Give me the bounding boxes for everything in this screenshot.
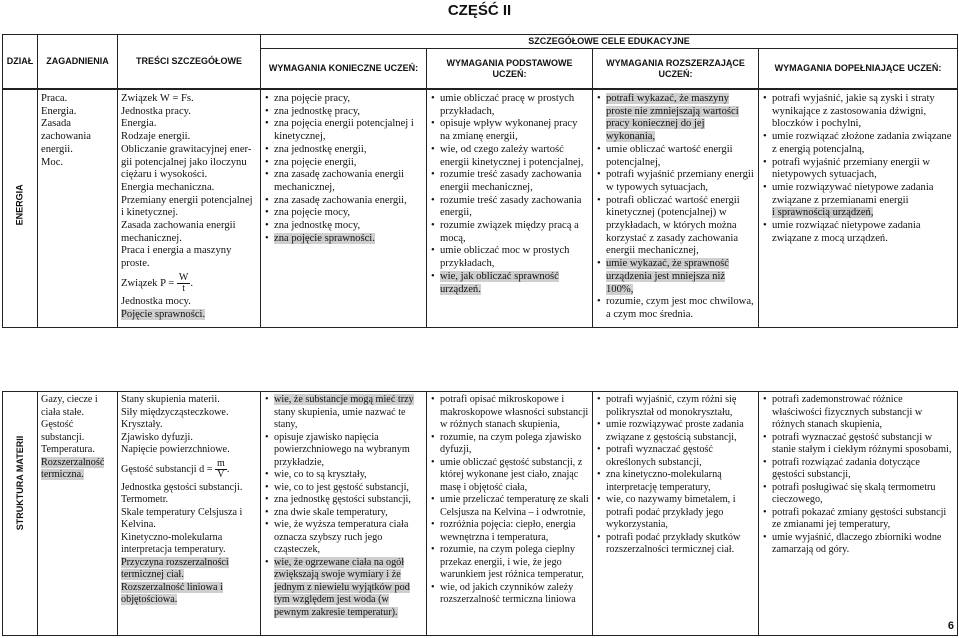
list-item: Obliczanie grawitacyjnej ener- bbox=[121, 143, 252, 155]
list-item: Przyczyna rozszerzalności termicznej ciał. bbox=[121, 556, 229, 580]
header-zagadnienia: ZAGADNIENIA bbox=[38, 35, 118, 89]
konieczne2-highlight-2: wie, że ogrzewane ciała na ogół zwiększają swoje wymiary i że jednym z niewielu wyjątków pod tym względem jest woda (w pewnym zakresie temperatur). bbox=[274, 556, 410, 618]
list-item: Napięcie powierzchniowe. bbox=[121, 444, 230, 455]
list-item: Termometr. bbox=[121, 494, 169, 505]
tresci-highlight: Pojęcie sprawności. bbox=[121, 308, 206, 320]
list-item: • potrafi pokazać zmiany gęstości substancji ze zmianami jej temperatury, bbox=[762, 507, 954, 532]
list-item: • umie rozwiązać złożone zadania związane z energią potencjalną, bbox=[762, 131, 954, 156]
section-label-struktura: STRUKTURA MATERII bbox=[3, 392, 38, 636]
list-item: mechanicznej. bbox=[121, 232, 182, 244]
list-item: proste. bbox=[121, 258, 150, 270]
dopelniajace-highlight: i sprawnością urządzeń, bbox=[772, 207, 874, 219]
list-item: Energia mechaniczna. bbox=[121, 181, 215, 193]
section-label-energia: ENERGIA bbox=[3, 90, 38, 328]
header-table bbox=[2, 34, 958, 89]
list-item: • zna pojęcie pracy, bbox=[264, 93, 423, 106]
list-item: • rozumie związek między pracą a mocą, bbox=[430, 220, 589, 245]
rozszerzajace2-list bbox=[596, 394, 755, 557]
rozszerzajace-highlight-1: potrafi wykazać, że maszyny proste nie zmniejszają wartości pracy koniecznej do jej wykonania, bbox=[606, 93, 739, 143]
list-item: • wie, od czego zależy wartość energii kinetycznej i potencjalnej, bbox=[430, 144, 589, 169]
list-item: Jednostka pracy. bbox=[121, 105, 191, 117]
list-item: • umie przeliczać temperaturę ze skali Celsjusza na Kelvina – i odwrotnie, bbox=[430, 494, 589, 519]
konieczne-cell bbox=[261, 90, 427, 328]
list-item: Rodzaje energii. bbox=[121, 131, 191, 143]
dopelniajace-list-b bbox=[762, 220, 954, 245]
rozszerzajace-cell bbox=[593, 90, 759, 328]
zagadnienia2-a: Gazy, ciecze i ciała stałe. bbox=[41, 394, 98, 418]
list-item: • zna kinetyczno-molekularną interpretację temperatury, bbox=[596, 469, 755, 494]
list-item: • umie rozwiązywać proste zadania związane z gęstością substancji, bbox=[596, 419, 755, 444]
list-item: • wie, co to jest gęstość substancji, bbox=[264, 482, 423, 495]
podstawowe-list bbox=[430, 93, 589, 271]
list-item: • potrafi posługiwać się skalą termometru cieczowego, bbox=[762, 482, 954, 507]
list-item: Związek W = Fs. bbox=[121, 93, 194, 104]
list-item: • umie obliczać gęstość substancji, z której wykonane jest ciało, znając masę i objętość ciała, bbox=[430, 457, 589, 495]
zagadnienia2-b: Gęstość substancji. bbox=[41, 419, 85, 443]
list-item: • umie obliczać pracę w prostych przykładach, bbox=[430, 93, 589, 118]
list-item: energii. bbox=[41, 143, 73, 155]
list-item: Jednostka gęstości substancji. bbox=[121, 481, 243, 493]
tresci2-after-list bbox=[121, 482, 257, 557]
list-item: zachowania bbox=[41, 131, 91, 143]
tresci-list bbox=[121, 93, 257, 271]
rozszerzajace-last: • rozumie, czym jest moc chwilowa, a czym moc średnia. bbox=[596, 296, 755, 321]
list-item: • wie, że wyższa temperatura ciała oznacza szybszy ruch jego cząsteczek, bbox=[264, 519, 423, 557]
list-item: Kryształy. bbox=[121, 419, 163, 430]
podstawowe2-list bbox=[430, 394, 589, 582]
konieczne-highlight: zna pojęcie sprawności. bbox=[274, 232, 375, 244]
list-item: Energia. bbox=[41, 105, 77, 117]
list-item: • potrafi zademonstrować różnice właściwości fizycznych substancji w różnych stanach skupienia, bbox=[762, 394, 954, 432]
podstawowe-highlight: wie, jak obliczać sprawność urządzeń. bbox=[440, 270, 559, 295]
list-item: Rozszerzalność liniowa i objętościowa. bbox=[121, 581, 223, 605]
dopelniajace2-cell bbox=[759, 392, 958, 636]
rozszerzajace2-cell bbox=[593, 392, 759, 636]
list-item: • rozumie treść zasady zachowania energii, bbox=[430, 195, 589, 220]
list-item: • umie obliczać wartość energii potencjalnej, bbox=[596, 144, 755, 169]
list-item: • rozumie, na czym polega cieplny przekaz energii, i wie, że jego warunkiem jest różnica temperatur, bbox=[430, 544, 589, 582]
list-item: • potrafi rozwiązać zadania dotyczące gęstości substancji, bbox=[762, 457, 954, 482]
podstawowe-cell bbox=[427, 90, 593, 328]
list-item: • rozumie, na czym polega zjawisko dyfuzji, bbox=[430, 432, 589, 457]
list-item: • zna dwie skale temperatury, bbox=[264, 507, 423, 520]
list-item: ciężaru i wysokości. bbox=[121, 169, 208, 181]
list-item: • potrafi opisać mikroskopowe i makroskopowe własności substancji w różnych stanach skupienia, bbox=[430, 394, 589, 432]
konieczne2-cell bbox=[261, 392, 427, 636]
dopelniajace-cell bbox=[759, 90, 958, 328]
list-item: • zna jednostkę energii, bbox=[264, 144, 423, 157]
section-struktura bbox=[2, 391, 958, 636]
list-item: Praca i energia a maszyny bbox=[121, 245, 232, 257]
list-item: • opisuje wpływ wykonanej pracy na zmianę energii, bbox=[430, 118, 589, 143]
tresci-after-list bbox=[121, 296, 257, 309]
zagadnienia2-highlight: Rozszerzalność termiczna. bbox=[41, 456, 105, 480]
list-item: • wie, co to są kryształy, bbox=[264, 469, 423, 482]
list-item: • umie rozwiązać nietypowe zadania związane z mocą urządzeń. bbox=[762, 220, 954, 245]
zagadnienia-list bbox=[41, 93, 114, 169]
tresci2-cell bbox=[118, 392, 261, 636]
list-item: • zna pojęcie energii, bbox=[264, 157, 423, 170]
zagadnienia2-cell bbox=[38, 392, 118, 636]
konieczne2-list bbox=[264, 432, 423, 557]
konieczne-list bbox=[264, 93, 423, 233]
list-item: • potrafi wyjaśnić, jakie są zyski i straty wynikające z zastosowania dźwigni, bloczków i pochylni, bbox=[762, 93, 954, 131]
header-dzial: DZIAŁ bbox=[3, 35, 38, 89]
zagadnienia-cell bbox=[38, 90, 118, 328]
list-item: Praca. bbox=[41, 93, 68, 104]
power-formula: Związek P = $\frac{W}{t}$ . bbox=[121, 271, 194, 294]
list-item: • zna pojęcie mocy, bbox=[264, 207, 423, 220]
list-item: Moc. bbox=[41, 156, 64, 168]
konieczne2-highlight-1: wie, że substancje mogą mieć trzy bbox=[274, 394, 414, 405]
tresci-cell bbox=[118, 90, 261, 328]
list-item: • umie wyjaśnić, dlaczego zbiorniki wodne zamarzają od góry. bbox=[762, 532, 954, 557]
list-item: • potrafi wyznaczać gęstość określonych substancji, bbox=[596, 444, 755, 469]
list-item: • zna pojęcia energii potencjalnej i kinetycznej, bbox=[264, 118, 423, 143]
list-item: • potrafi podać przykłady skutków rozszerzalności termicznej ciał. bbox=[596, 532, 755, 557]
list-item: i kinetycznej. bbox=[121, 207, 179, 219]
tresci2-list bbox=[121, 394, 257, 457]
list-item: • potrafi wyjaśnić przemiany energii w typowych sytuacjach, bbox=[596, 169, 755, 194]
list-item: • potrafi obliczać wartość energii kinetycznej (potencjalnej) w przykładach, w których można korzystać z zasady zachowania energii mechanicznej, bbox=[596, 195, 755, 259]
list-item: Jednostka mocy. bbox=[121, 295, 191, 307]
zagadnienia2-c: Temperatura. bbox=[41, 444, 95, 455]
list-item: • rozumie treść zasady zachowania energii mechanicznej, bbox=[430, 169, 589, 194]
header-konieczne: WYMAGANIA KONIECZNE UCZEŃ: bbox=[261, 49, 427, 89]
list-item: • wie, co nazywamy bimetalem, i potrafi podać przykłady jego wykorzystania, bbox=[596, 494, 755, 532]
tresci2-highlight-list bbox=[121, 557, 257, 607]
podstawowe2-cell bbox=[427, 392, 593, 636]
list-item: • zna zasadę zachowania energii mechanicznej, bbox=[264, 169, 423, 194]
dopelniajace-list-a bbox=[762, 93, 954, 207]
list-item: • potrafi wyjaśnić przemiany energii w nietypowych sytuacjach, bbox=[762, 157, 954, 182]
header-cele: SZCZEGÓŁOWE CELE EDUKACYJNE bbox=[261, 35, 958, 49]
rozszerzajace-highlight-2: umie wykazać, że sprawność urządzenia jest mniejsza niż 100%, bbox=[606, 258, 729, 295]
list-item: Energia. bbox=[121, 118, 157, 130]
page-title: CZĘŚĆ II bbox=[447, 2, 512, 19]
list-item: Przemiany energii potencjalnej bbox=[121, 194, 253, 206]
header-tresci: TREŚCI SZCZEGÓŁOWE bbox=[118, 35, 261, 89]
page-number: 6 bbox=[947, 620, 954, 632]
list-item: Siły międzycząsteczkowe. bbox=[121, 406, 229, 418]
list-item: Kinetyczno-molekularna interpretacja temperatury. bbox=[121, 531, 226, 555]
section-energia bbox=[2, 89, 958, 328]
konieczne2-first-rest: stany skupienia, umie nazwać te stany, bbox=[274, 406, 406, 430]
list-item: Zjawisko dyfuzji. bbox=[121, 431, 193, 443]
list-item: Zasada zachowania energii bbox=[121, 220, 236, 232]
header-podstawowe: WYMAGANIA PODSTAWOWE UCZEŃ: bbox=[427, 49, 593, 89]
list-item: Zasada bbox=[41, 118, 71, 130]
header-dopelniajace: WYMAGANIA DOPEŁNIAJĄCE UCZEŃ: bbox=[759, 49, 958, 89]
podstawowe2-last: • wie, od jakich czynników zależy rozszerzalność termiczna liniowa bbox=[430, 582, 589, 607]
header-rozszerzajace: WYMAGANIA ROZSZERZAJĄCE UCZEŃ: bbox=[593, 49, 759, 89]
dopelniajace2-list bbox=[762, 394, 954, 557]
list-item: gii potencjalnej jako iloczynu bbox=[121, 156, 247, 168]
list-item: • rozróżnia pojęcia: ciepło, energia wewnętrzna i temperatura, bbox=[430, 519, 589, 544]
list-item: • potrafi wyznaczać gęstość substancji w stanie stałym i ciekłym różnymi sposobami, bbox=[762, 432, 954, 457]
density-formula: Gęstość substancji d = $\frac{m}{V}$ . bbox=[121, 457, 230, 480]
list-item: • zna jednostkę mocy, bbox=[264, 220, 423, 233]
list-item: • umie obliczać moc w prostych przykładach, bbox=[430, 245, 589, 270]
list-item: • opisuje zjawisko napięcia powierzchniowego na wybranym przykładzie, bbox=[264, 432, 423, 470]
list-item: • zna jednostkę pracy, bbox=[264, 106, 423, 119]
list-item: Skale temperatury Celsjusza i Kelvina. bbox=[121, 506, 243, 530]
rozszerzajace-list bbox=[596, 144, 755, 258]
list-item: • potrafi wyjaśnić, czym różni się polikryształ od monokryształu, bbox=[596, 394, 755, 419]
list-item: • zna zasadę zachowania energii, bbox=[264, 195, 423, 208]
list-item: • umie rozwiązywać nietypowe zadania związane z przemianami energii bbox=[762, 182, 954, 207]
list-item: Stany skupienia materii. bbox=[121, 394, 220, 405]
list-item: • zna jednostkę gęstości substancji, bbox=[264, 494, 423, 507]
